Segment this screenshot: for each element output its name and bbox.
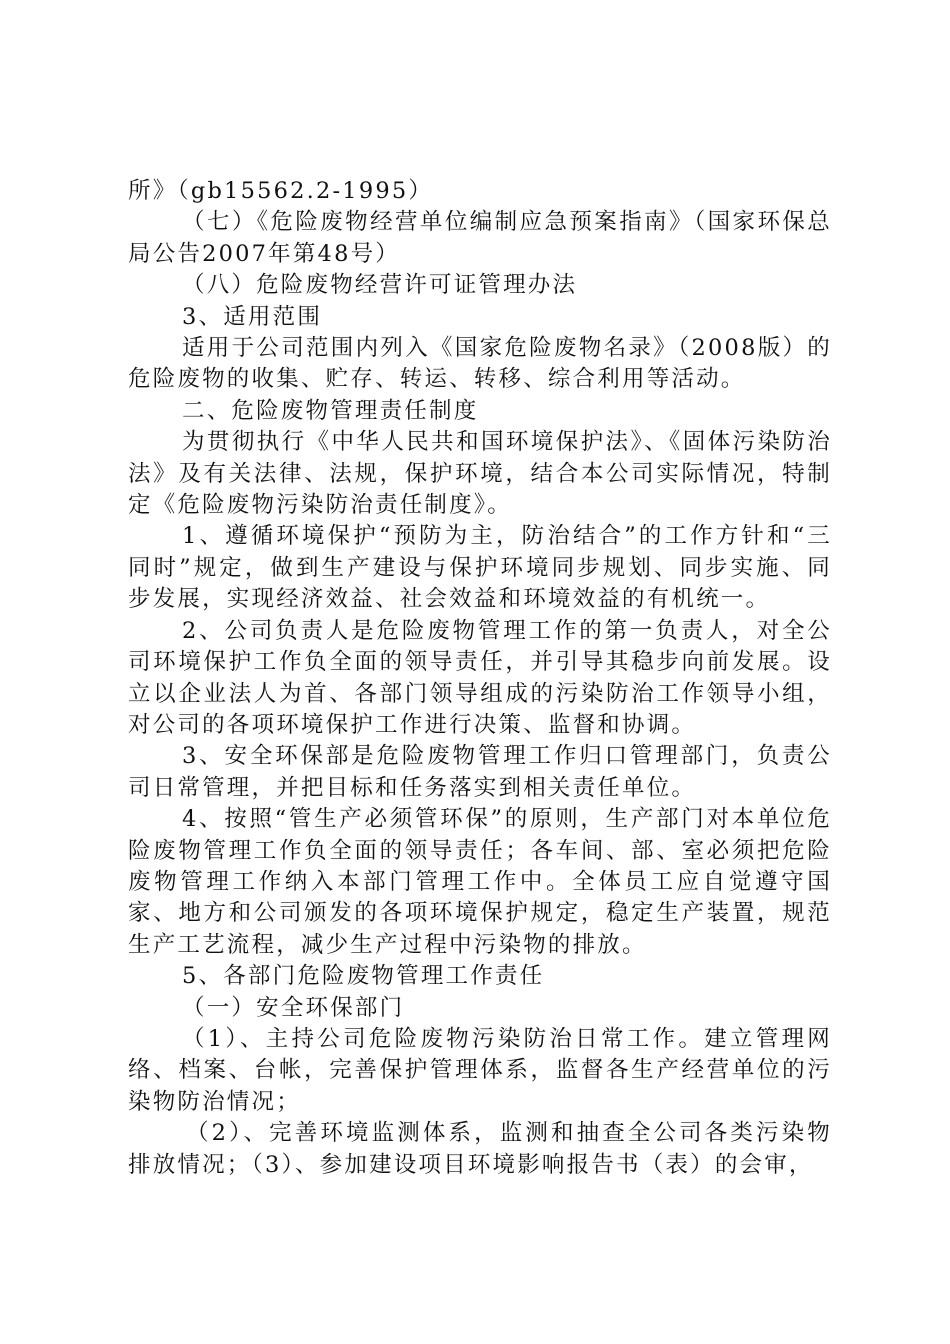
paragraph-10: 3、安全环保部是危险废物管理工作归口管理部门，负责公司日常管理，并把目标和任务落实到相关责任单位。 <box>128 743 832 801</box>
paragraph-7: 为贯彻执行《中华人民共和国环境保护法》、《固体污染防治法》及有关法律、法规，保护环境，结合本公司实际情况，特制定《危险废物污染防治责任制度》。 <box>128 429 832 519</box>
paragraph-15: （2）、完善环境监测体系，监测和抽查全公司各类污染物排放情况；（3）、参加建设项目环境影响报告书（表）的会审， <box>128 1120 832 1178</box>
paragraph-8: 1、遵循环境保护“预防为主，防治结合”的工作方针和“三同时”规定，做到生产建设与保护环境同步规划、同步实施、同步发展，实现经济效益、社会效益和环境效益的有机统一。 <box>128 523 832 613</box>
paragraph-9: 2、公司负责人是危险废物管理工作的第一负责人，对全公司环境保护工作负全面的领导责任，并引导其稳步向前发展。设立以企业法人为首、各部门领导组成的污染防治工作领导小组，对公司的各项环境保护工作进行决策、监督和协调。 <box>128 617 832 738</box>
paragraph-12: 5、各部门危险废物管理工作责任 <box>182 963 545 990</box>
document-body <box>128 176 832 1181</box>
paragraph-1: 所》（gb15562.2-1995） <box>128 178 434 204</box>
paragraph-2: （七）《危险废物经营单位编制应急预案指南》（国家环保总局公告2007年第48号） <box>128 209 832 267</box>
paragraph-6: 二、危险废物管理责任制度 <box>182 397 479 424</box>
paragraph-4: 3、适用范围 <box>182 303 323 330</box>
paragraph-5: 适用于公司范围内列入《国家危险废物名录》（2008版）的危险废物的收集、贮存、转运、转移、综合利用等活动。 <box>128 335 832 393</box>
paragraph-3: （八）危险废物经营许可证管理办法 <box>182 272 578 299</box>
paragraph-13: （一）安全环保部门 <box>182 994 405 1021</box>
paragraph-11: 4、按照“管生产必须管环保”的原则，生产部门对本单位危险废物管理工作负全面的领导责任；各车间、部、室必须把危险废物管理工作纳入本部门管理工作中。全体员工应自觉遵守国家、地方和公司颁发的各项环境保护规定，稳定生产装置，规范生产工艺流程，减少生产过程中污染物的排放。 <box>128 806 832 958</box>
paragraph-14: （1）、主持公司危险废物污染防治日常工作。建立管理网络、档案、台帐，完善保护管理体系，监督各生产经营单位的污染物防治情况； <box>128 1025 832 1115</box>
